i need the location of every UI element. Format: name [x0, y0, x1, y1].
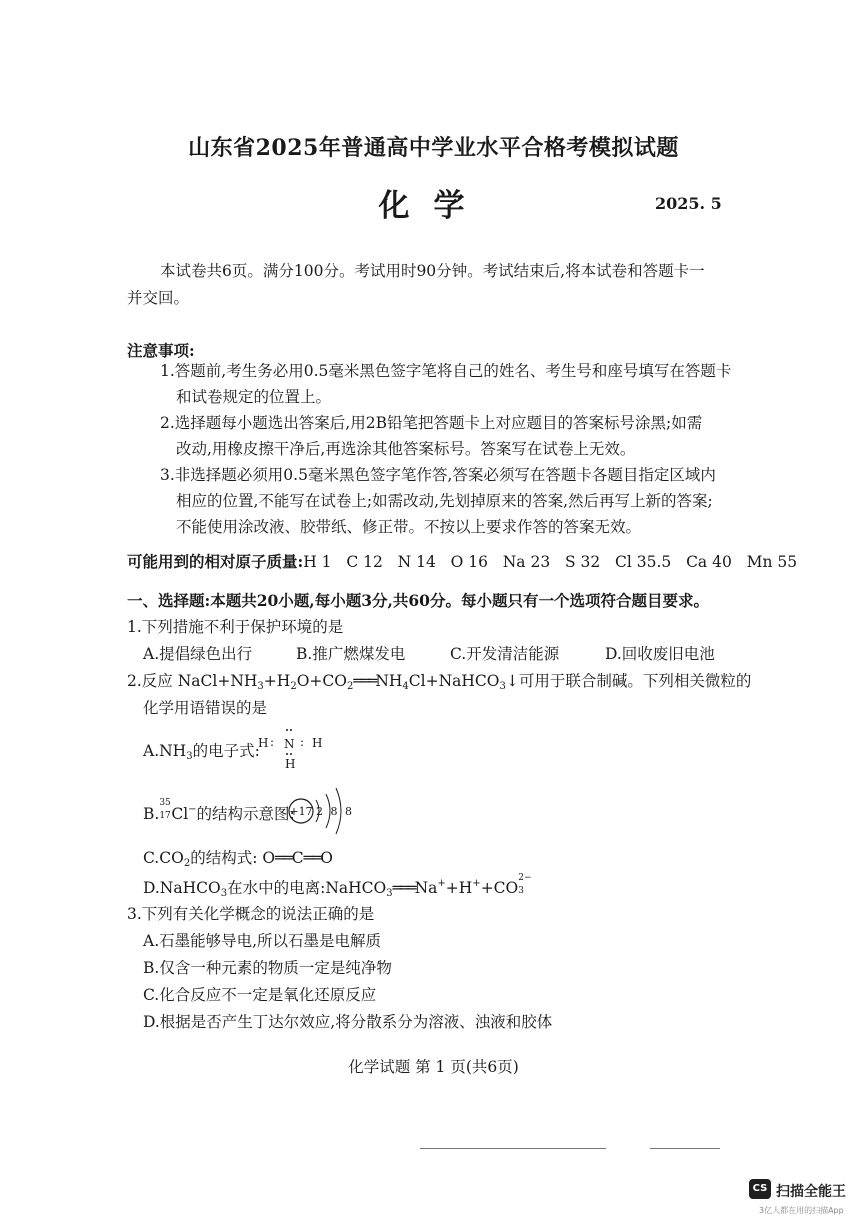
- q2-option-a: $A.NH_3$的电子式:: [143, 742, 260, 762]
- q2-option-d: D.NaHCO$_3$在水中的电离:NaHCO$_3$═══Na++H++CO 2− 3: [143, 873, 532, 899]
- exam-date: 2025. 5: [655, 194, 722, 213]
- notice-3c: 不能使用涂改液、胶带纸、修正带。不按以上要求作答的答案无效。: [176, 518, 642, 536]
- notice-1a: 1.答题前,考生务必用0.5毫米黑色签字笔将自己的姓名、考生号和座号填写在答题卡: [160, 362, 732, 380]
- exam-title: 山东省2025年普通高中学业水平合格考模拟试题: [188, 135, 679, 161]
- q1-option-c: C.开发清洁能源: [450, 645, 560, 663]
- notice-3a: 3.非选择题必须用0.5毫米黑色签字笔作答,答案必须写在答题卡各题目指定区域内: [160, 466, 716, 484]
- q2-stem-suffix: 可用于联合制碱。下列相关微粒的: [518, 672, 752, 690]
- footer-rule: [420, 1148, 606, 1149]
- atomic-mass-label: 可能用到的相对原子质量:: [127, 552, 304, 571]
- nh3-electron-formula: [256, 726, 326, 772]
- camscanner-name: 扫描全能王: [776, 1184, 846, 1200]
- cl-ion-structure-diagram: [286, 782, 356, 840]
- camscanner-slogan: 3亿人都在用的扫描App: [759, 1206, 844, 1215]
- q2-option-b: B. 35 17 Cl−的结构示意图:: [143, 798, 295, 823]
- q1-option-d: D.回收废旧电池: [605, 645, 715, 663]
- co2-structural-formula: O══C══O: [257, 849, 333, 867]
- camscanner-logo-icon: CS: [749, 1179, 771, 1199]
- q2-equation: $NaCl+NH_3+H_2O+CO_2═══NH_4Cl+NaHCO_3↓$: [172, 672, 519, 692]
- intro-line-1: 本试卷共6页。满分100分。考试用时90分钟。考试结束后,将本试卷和答题卡一: [160, 262, 705, 280]
- q3-stem: 3.下列有关化学概念的说法正确的是: [127, 905, 375, 923]
- svg-text:H: H: [258, 736, 269, 750]
- nahco3-ionization-equation: NaHCO$_3$═══Na++H++CO 2− 3: [325, 873, 532, 899]
- notice-1b: 和试卷规定的位置上。: [176, 388, 332, 406]
- q3-option-c: C.化合反应不一定是氧化还原反应: [143, 986, 377, 1004]
- svg-text:H: H: [285, 757, 296, 771]
- notice-2a: 2.选择题每小题选出答案后,用2B铅笔把答题卡上对应题目的答案标号涂黑;如需: [160, 414, 703, 432]
- q2-option-c: $C.CO_2$的结构式: O══C══O: [143, 849, 333, 869]
- cl-nuclide: 35 17: [159, 798, 171, 821]
- electron-shells: 2 8 8: [316, 805, 354, 818]
- svg-text::: :: [270, 735, 275, 749]
- q3-option-a: A.石墨能够导电,所以石墨是电解质: [143, 932, 382, 950]
- intro-line-2: 并交回。: [127, 289, 190, 307]
- page-footer: 化学试题 第 1 页(共6页): [348, 1058, 519, 1076]
- notice-heading: 注意事项:: [127, 341, 195, 360]
- notice-2b: 改动,用橡皮擦干净后,再选涂其他答案标号。答案写在试卷上无效。: [176, 440, 636, 458]
- atomic-mass-line: [127, 554, 797, 571]
- q2-stem-line2: 化学用语错误的是: [143, 699, 268, 717]
- nucleus-charge: +17: [289, 805, 313, 818]
- q1-option-b: B.推广燃煤发电: [296, 645, 406, 663]
- q2-stem: [127, 674, 751, 692]
- footer-rule-short: [650, 1148, 720, 1149]
- q1-stem: 1.下列措施不利于保护环境的是: [127, 618, 344, 636]
- svg-text::: :: [300, 735, 305, 749]
- svg-text:H: H: [312, 736, 323, 750]
- subject-title: 化学: [378, 188, 489, 224]
- q3-option-d: D.根据是否产生丁达尔效应,将分散系分为溶液、浊液和胶体: [143, 1013, 553, 1031]
- q1-option-a: A.提倡绿色出行: [143, 645, 253, 663]
- notice-3b: 相应的位置,不能写在试卷上;如需改动,先划掉原来的答案,然后再写上新的答案;: [176, 492, 713, 510]
- svg-text:N: N: [284, 737, 295, 751]
- q2-stem-prefix: 2.反应: [127, 672, 173, 690]
- q3-option-b: B.仅含一种元素的物质一定是纯净物: [143, 959, 392, 977]
- section-1-heading: 一、选择题:本题共20小题,每小题3分,共60分。每小题只有一个选项符合题目要求。: [127, 591, 709, 610]
- atomic-mass-values: H 1 C 12 N 14 O 16 Na 23 S 32 Cl 35.5 Ca 40 Mn 55: [303, 553, 798, 571]
